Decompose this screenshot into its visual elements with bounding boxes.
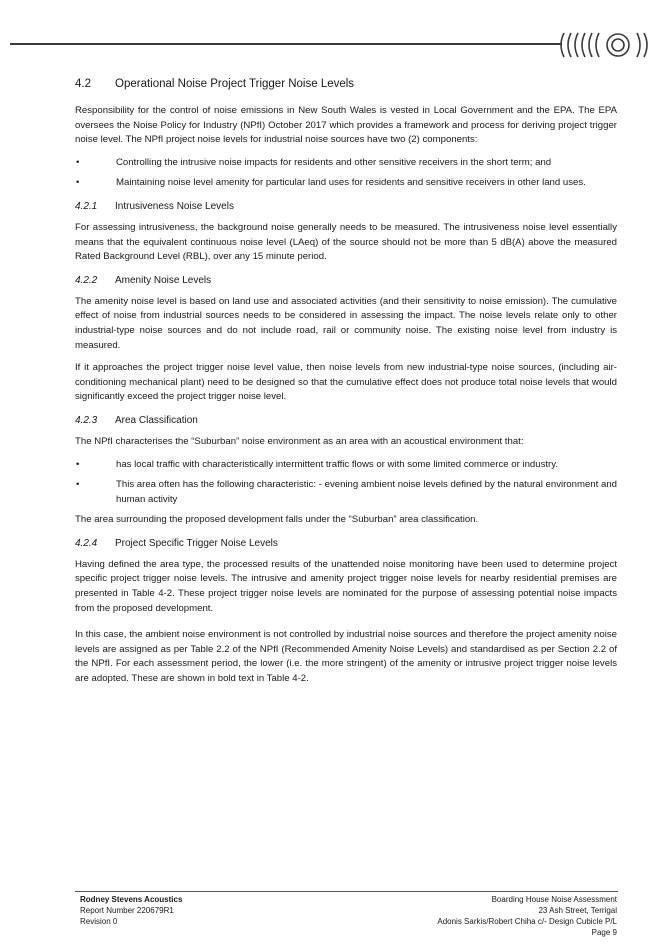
paragraph: The NPfI characterises the “Suburban” noise environment as an area with an acoustical environment that: bbox=[75, 435, 524, 447]
list-item: • This area often has the following characteristic: - evening ambient noise levels defined by the natural environment and human activity bbox=[75, 478, 617, 507]
section-number: 4.2 bbox=[75, 78, 91, 90]
sound-wave-logo-icon bbox=[556, 28, 664, 62]
bullet-icon: • bbox=[76, 458, 80, 470]
section-intro: Responsibility for the control of noise emissions in New South Wales is vested in Local Government and the EPA. The EPA oversees the Noise Policy for Industry (NPfI) October 2017 which provides a framework and process for deriving project trigger noise level. The NPfI project noise levels for industrial noise sources have two (2) components: bbox=[75, 105, 617, 146]
subsection-heading-4-2-3: 4.2.3 Area Classification bbox=[75, 414, 198, 426]
paragraph: In this case, the ambient noise environment is not controlled by industrial noise sources and therefore the project amenity noise levels are assigned as per Table 2.2 of the NPfI (Recommended Amenity Noise Levels) and standardised as per Section 2.2 of the NPfI. For each assessment period, the lower (i.e. the more stringent) of the amenity or intrusive project trigger noise levels are adopted. These are shown in bold text in Table 4-2. bbox=[75, 629, 617, 685]
footer-client: Adonis Sarkis/Robert Chiha c/- Design Cubicle P/L bbox=[437, 917, 617, 926]
subsection-heading-4-2-2: 4.2.2 Amenity Noise Levels bbox=[75, 274, 212, 286]
document-body bbox=[75, 78, 617, 695]
paragraph: Having defined the area type, the processed results of the unattended noise monitoring have been used to determine project specific project trigger noise levels. The intrusive and amenity project trigger noise levels for nearby residential premises are presented in Table 4-2. These project trigger noise levels are nominated for the purpose of assessing potential noise impacts from the proposed development. bbox=[75, 558, 617, 614]
paragraph: If it approaches the project trigger noise level value, then noise levels from new industrial-type noise sources, (including air-conditioning mechanical plant) need to be designed so that the cumulative effect does not produce total noise levels that would significantly exceed the project trigger noise level. bbox=[75, 362, 617, 403]
footer-address: 23 Ash Street, Terrigal bbox=[538, 906, 617, 915]
footer-left bbox=[80, 894, 182, 927]
bullet-icon: • bbox=[76, 156, 80, 168]
components-list bbox=[75, 156, 617, 191]
section-heading bbox=[75, 78, 617, 90]
list-item: • Controlling the intrusive noise impacts for residents and other sensitive receivers in the short term; and bbox=[75, 156, 617, 171]
footer-org: Rodney Stevens Acoustics bbox=[80, 895, 183, 904]
list-item: • has local traffic with characteristically intermittent traffic flows or with some limited commerce or industry. bbox=[75, 458, 617, 473]
header-rule bbox=[10, 43, 562, 45]
footer-project: Boarding House Noise Assessment bbox=[491, 895, 617, 904]
bullet-icon: • bbox=[76, 177, 80, 189]
characteristics-list bbox=[75, 458, 617, 508]
section-title: Operational Noise Project Trigger Noise Levels bbox=[115, 78, 355, 90]
footer-report-number: Report Number 220679R1 bbox=[80, 906, 174, 915]
footer-rule bbox=[75, 891, 618, 892]
bullet-icon: • bbox=[76, 479, 80, 491]
list-item: • Maintaining noise level amenity for particular land uses for residents and sensitive receivers in other land uses. bbox=[75, 176, 617, 191]
paragraph: The amenity noise level is based on land use and associated activities (and their sensitivity to noise emission). The cumulative effect of noise from industrial sources needs to be considered in assessing the impact. The noise levels relate only to other industrial-type noise sources and do not include road, rail or community noise. The existing noise level from industry is measured. bbox=[75, 295, 617, 351]
paragraph: The area surrounding the proposed development falls under the “Suburban” area classification. bbox=[75, 514, 479, 526]
subsection-heading-4-2-1: 4.2.1 Intrusiveness Noise Levels bbox=[75, 200, 234, 212]
subsection-heading-4-2-4: 4.2.4 Project Specific Trigger Noise Levels bbox=[75, 537, 278, 549]
footer-right bbox=[437, 894, 617, 938]
page-number: Page 9 bbox=[591, 928, 617, 937]
paragraph: For assessing intrusiveness, the background noise generally needs to be measured. The intrusiveness noise level essentially means that the equivalent continuous noise level (LAeq) of the source should not be more than 5 dB(A) above the measured Rated Background Level (RBL), over any 15 minute period. bbox=[75, 221, 617, 263]
footer-revision: Revision 0 bbox=[80, 917, 118, 926]
